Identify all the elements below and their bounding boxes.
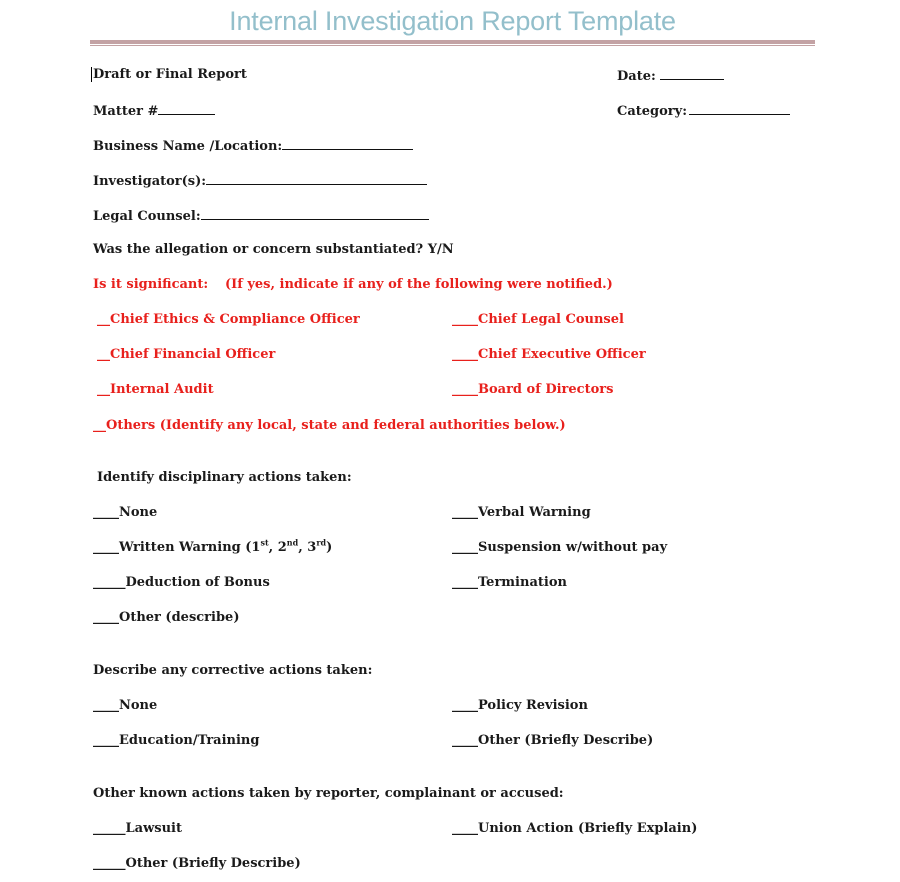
option-label: Internal Audit [110,382,214,397]
checkbox-blank: ____ [452,821,478,836]
title-divider-thin [90,45,815,46]
date-label: Date: [617,69,656,84]
ordinal-suffix: nd [286,537,299,548]
option-label: None [119,698,158,713]
discipline-verbal-warning[interactable] [452,505,591,521]
allegation-question: Was the allegation or concern substantiated? Y/N [93,242,454,257]
option-label: Suspension w/without pay [478,540,668,555]
checkbox-blank: _____ [93,575,126,590]
title-divider-thick [90,40,815,44]
category-field[interactable] [617,102,790,120]
option-label: Policy Revision [478,698,588,713]
notify-internal-audit[interactable] [97,382,214,398]
legal-counsel-label: Legal Counsel: [93,209,201,224]
matter-field[interactable] [93,102,215,120]
checkbox-blank: _____ [93,856,126,871]
notify-chief-executive-officer[interactable] [452,347,646,363]
option-label: Union Action (Briefly Explain) [478,821,698,836]
notify-chief-financial-officer[interactable] [97,347,275,363]
investigators-label: Investigator(s): [93,174,207,189]
checkbox-blank: ____ [452,698,478,713]
ordinal-separator: , 2 [268,540,287,555]
investigators-blank[interactable] [206,172,427,185]
checkbox-blank: __ [97,382,110,397]
document-title: Internal Investigation Report Template [229,6,676,36]
draft-final-field[interactable] [93,67,247,83]
discipline-termination[interactable] [452,575,567,591]
text-cursor [91,67,92,82]
discipline-deduction-of-bonus[interactable] [93,575,270,591]
discipline-suspension[interactable] [452,540,667,556]
legal-counsel-blank[interactable] [201,207,429,220]
matter-blank[interactable] [158,102,215,115]
option-label: Board of Directors [478,382,614,397]
checkbox-blank: ____ [452,505,478,520]
option-label: Other (Briefly Describe) [125,856,301,871]
category-blank[interactable] [689,102,790,115]
ordinal-suffix: rd [316,537,327,548]
option-label: Chief Legal Counsel [478,312,624,327]
category-label: Category: [617,104,688,119]
discipline-none[interactable] [93,505,157,521]
checkbox-blank: ____ [93,610,119,625]
discipline-written-warning[interactable] [93,537,333,556]
discipline-other[interactable] [93,610,239,626]
checkbox-blank: ____ [452,540,478,555]
business-field[interactable] [93,137,413,155]
other-action-union[interactable] [452,821,697,837]
corrective-policy-revision[interactable] [452,698,588,714]
closing-paren: ) [326,540,333,555]
significance-question: Is it significant: [93,277,209,292]
checkbox-blank: ____ [93,540,119,555]
checkbox-blank: ____ [93,505,119,520]
other-action-other[interactable] [93,856,301,872]
corrective-education-training[interactable] [93,733,259,749]
ordinal-separator: , 3 [298,540,317,555]
option-label: Chief Financial Officer [110,347,276,362]
option-label: Lawsuit [125,821,182,836]
option-label: Termination [478,575,567,590]
other-action-lawsuit[interactable] [93,821,182,837]
checkbox-blank: __ [97,312,110,327]
business-blank[interactable] [282,137,413,150]
option-label: Other (Briefly Describe) [478,733,654,748]
option-label: Others (Identify any local, state and federal authorities below.) [106,418,566,433]
date-field[interactable] [617,67,724,85]
option-label: Chief Executive Officer [478,347,646,362]
option-label: Education/Training [119,733,260,748]
notify-chief-legal-counsel[interactable] [452,312,624,328]
draft-final-label: Draft or Final Report [93,67,247,82]
matter-label: Matter # [93,104,159,119]
corrective-other[interactable] [452,733,653,749]
option-label: Chief Ethics & Compliance Officer [110,312,360,327]
notify-others[interactable] [93,418,566,434]
checkbox-blank: ____ [452,347,478,362]
option-label: Verbal Warning [478,505,591,520]
checkbox-blank: _____ [93,821,126,836]
option-label: Written Warning (1 [119,540,261,555]
checkbox-blank: ____ [452,382,478,397]
checkbox-blank: __ [93,418,106,433]
legal-counsel-field[interactable] [93,207,429,225]
option-label: Deduction of Bonus [125,575,270,590]
corrective-heading: Describe any corrective actions taken: [93,663,373,678]
checkbox-blank: ____ [93,698,119,713]
ordinal-suffix: st [260,537,269,548]
corrective-none[interactable] [93,698,157,714]
investigators-field[interactable] [93,172,427,190]
option-label: None [119,505,158,520]
other-actions-heading: Other known actions taken by reporter, complainant or accused: [93,786,564,801]
checkbox-blank: __ [97,347,110,362]
business-label: Business Name /Location: [93,139,283,154]
checkbox-blank: ____ [452,733,478,748]
notify-board-of-directors[interactable] [452,382,613,398]
notify-chief-ethics-officer[interactable] [97,312,360,328]
disciplinary-heading: Identify disciplinary actions taken: [97,470,352,485]
date-blank[interactable] [660,67,724,80]
significance-hint: (If yes, indicate if any of the following were notified.) [225,277,613,292]
checkbox-blank: ____ [93,733,119,748]
checkbox-blank: ____ [452,312,478,327]
checkbox-blank: ____ [452,575,478,590]
option-label: Other (describe) [119,610,240,625]
